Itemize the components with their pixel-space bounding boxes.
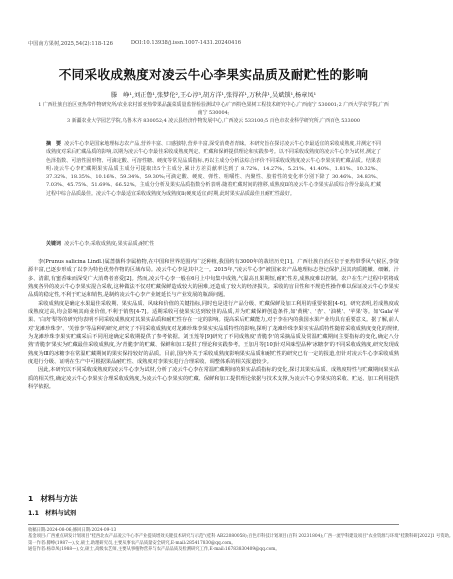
subsection-heading: 1.1 材料与试剂 <box>28 510 77 517</box>
journal-citation: 中国南方果树,2025,54(2):118-126 <box>28 41 113 47</box>
keywords-block <box>46 240 381 247</box>
running-header <box>28 40 399 47</box>
footnote-line: 第一作者:滕峥(1987—),女,硕士,助理研究员,主要从事农产品质量安全研究,E-mail:285417830@qq.com。 <box>28 540 236 546</box>
keywords-text: 凌云牛心李;采收成熟度;果实品质;耐贮性 <box>64 241 155 247</box>
footnote-line: 基金项目:广西重点研发计划项目"桂西北农产品凌云牛心李产业提质增效关键技术研究与示范"(桂科 AB22080058);百色市科技计划项目(百科 20231804);广西一流学科建设项目"农业资源与环境"桂教科研[2022]1 号资助。 <box>28 534 453 540</box>
body-paragraph: 因此,本研究以不同采收成熟度的凌云牛心李为试材,分析了凌云牛心李在常温贮藏期间的果实品质指标的变化,探讨其果实品质、成熟度特性与贮藏期间果实品质的相关性,确定凌云牛心李果实合理采收成熟度,为凌云牛心李果实的贮藏、保鲜和加工提供理论依据与技术支撑,为凌云牛心李果实的采收、贮运、加工利用提供科学依据。 <box>28 367 399 391</box>
abstract-block <box>46 140 381 198</box>
abstract-label: 摘 要 <box>46 141 62 147</box>
footnote-line: 通信作者:杨章凤(1988—),女,硕士,高级农艺师,主要从事植物营养与农产品品质及检测研究工作,E-mail:16783830409@qq.com。 <box>28 546 280 552</box>
affiliations <box>36 101 391 125</box>
footnote-line: 收稿日期:2024-08-06;修回日期:2024-09-13 <box>28 528 117 533</box>
footnotes <box>28 524 453 553</box>
author-list: 滕 峥¹,刘正鲁¹,张梦伦²,王心淳³,胡方洋¹,张得祥¹,万秋萍¹,吴斌锁¹,杨章凤¹ <box>110 92 317 99</box>
affiliation-line: 3 新疆农业大学园艺学院,乌鲁木齐 830052;4 凌云县经济作物发展中心,广西凌云 533100;5 百色市农业科学研究所,广西百色 533000 <box>67 118 360 124</box>
body-text <box>28 258 399 392</box>
section-heading: 1 材料与方法 <box>28 494 78 503</box>
keywords-label: 关键词 <box>46 241 62 247</box>
paper-title: 不同采收成熟度对凌云牛心李果实品质及耐贮性的影响 <box>58 67 369 82</box>
body-paragraph: 李(Prunus salicina Lindl.)属蔷薇科李属植物,在中国和世界范围内广泛种植,我国约有3000年的栽培历史[1]。广西壮族自治区位于亚热带季风气候区,李资源丰富,已逐步形成了以李为特色优势作物的区域布局。凌云牛心李是其中之一。2015年,"凌云牛心李"被国家农产品地理标志登记保护,因其肉质脆嫩、细嫩、汁多、清甜,有蜜香味而深受广大消费者喜爱[2]。然而,凌云牛心李一般在6月上中旬集中成熟,气温高且果期短,耐贮性差,成熟度难以控制。农户在生产过程中常将成熟度各异的凌云牛心李果实混合采收,这种做法不仅对贮藏保鲜造成较大的困难,还造成了较大的经济损失。采收的盲目性和不规范性操作难以保证凌云牛心李果实品质的稳定性,不利于贮运和销售,是制约凌云牛心李产业链延长与产业发展的瓶颈问题。 <box>28 259 399 299</box>
abstract-text: 凌云牛心李是国家地理标志农产品,营养丰富、口感独特,营养丰富,深受消费者青睐。本研究旨在探讨凌云牛心李最适宜的采收成熟度,并测定不同成熟度对采后贮藏品质的影响,以期为凌云牛心李最佳采收成熟度判定、贮藏和保鲜提供理论和实践参考。以不同采收成熟度的凌云牛心李为试材,测定了色泽指数、可溶性固形物、可滴定酸、可溶性糖、硬度等常见品质指标,再以主成分分析法综合评价不同采收成熟度凌云牛心李果实的贮藏品质。结果表明:凌云牛心李贮藏期果实品质主成分可提取出5个主成分,累计方差贡献率达到了 8.72%、14.27%、5.21%、41.40%、1.81%、10.32%、37.32%、18.35%、10.16%、59.34%、59.30%;可滴定酸、硬度、弹性、咀嚼性、内聚性、胶着性的变化率分别下降了 30.46%、34.83%、7.03%、45.75%、51.69%、66.52%。主成分分析及果实品质指数分析表明:随着贮藏时间的推移,成熟度Ⅱ的凌云牛心李果实品质综合得分最高,贮藏过程中综合品质最佳。凌云牛心李最适宜采收成熟度为成熟度Ⅱ(硬度适宜)时期,此时果实品质最佳且耐贮性最好。 <box>46 141 381 197</box>
doi-text: DOI:10.13938/j.issn.1007-1431.20240416 <box>130 40 242 46</box>
body-paragraph: 采收成熟度是确定水果最佳采收期、果实品质、风味和价值的关键指标,同时也是进行产品分级、贮藏保鲜及加工利用的重要依据[4-6]。研究表明,若成熟度或成熟度过高,均会影响其商业价值,不利于销售[4-7]。适期采收可使果实达到较佳的品质,并为贮藏保鲜创造条件,如'黄桃'、'杏'、'油桃'、'苹果'等。如'Gala'苹果、'白肉'梨等的研究均表明不同采收成熟度对其果实品质和耐贮性存在一定的影响。提高采后贮藏能力,对于李在内的我国水果产业均具有重要意义。据了解,前人对'龙滩珍珠李'、'芙蓉李'等品种的研究,研究了不同采收成熟度对龙滩珍珠李果实实品质特性的影响,探明了龙滩珍珠李果实实品质特性随着采收成熟度变化的规律,为龙滩珍珠李果实贮藏采后不同用途确定采收期提供了参考依据。刘玉莲等[9]研究了不同成熟度'青脆李'的采摘品质及常温贮藏期间主要指标的变化,确定八分熟'青脆李'果实为贮藏最佳采收成熟度,为'青脆李'的贮藏、保鲜和加工提供了理论和实践参考。王加月等[10]针对风味型品种'冰糖李'的不同采收成熟度,研究发现成熟度为Ⅲ的冰糖李在常温贮藏期间的果实保持较好的品质。目前,国内外关于采收成熟度影响果实品质和耐贮性的研究已有一定的报道,但针对凌云牛心李采收成熟度进行分级、证明在生产中可根据果品耐贮性、成熟度对李果实进行合理采收、调整体系的相关报道较少。 <box>28 300 399 366</box>
affiliation-line: 1 广西壮族自治区亚热带作物研究所/农业农村部亚热带果品蔬菜质量监督检验测试中心/广西特色果树工程技术研究中心,广西南宁 530001;2 广西大学农学院,广西南宁 530004; <box>38 102 389 116</box>
